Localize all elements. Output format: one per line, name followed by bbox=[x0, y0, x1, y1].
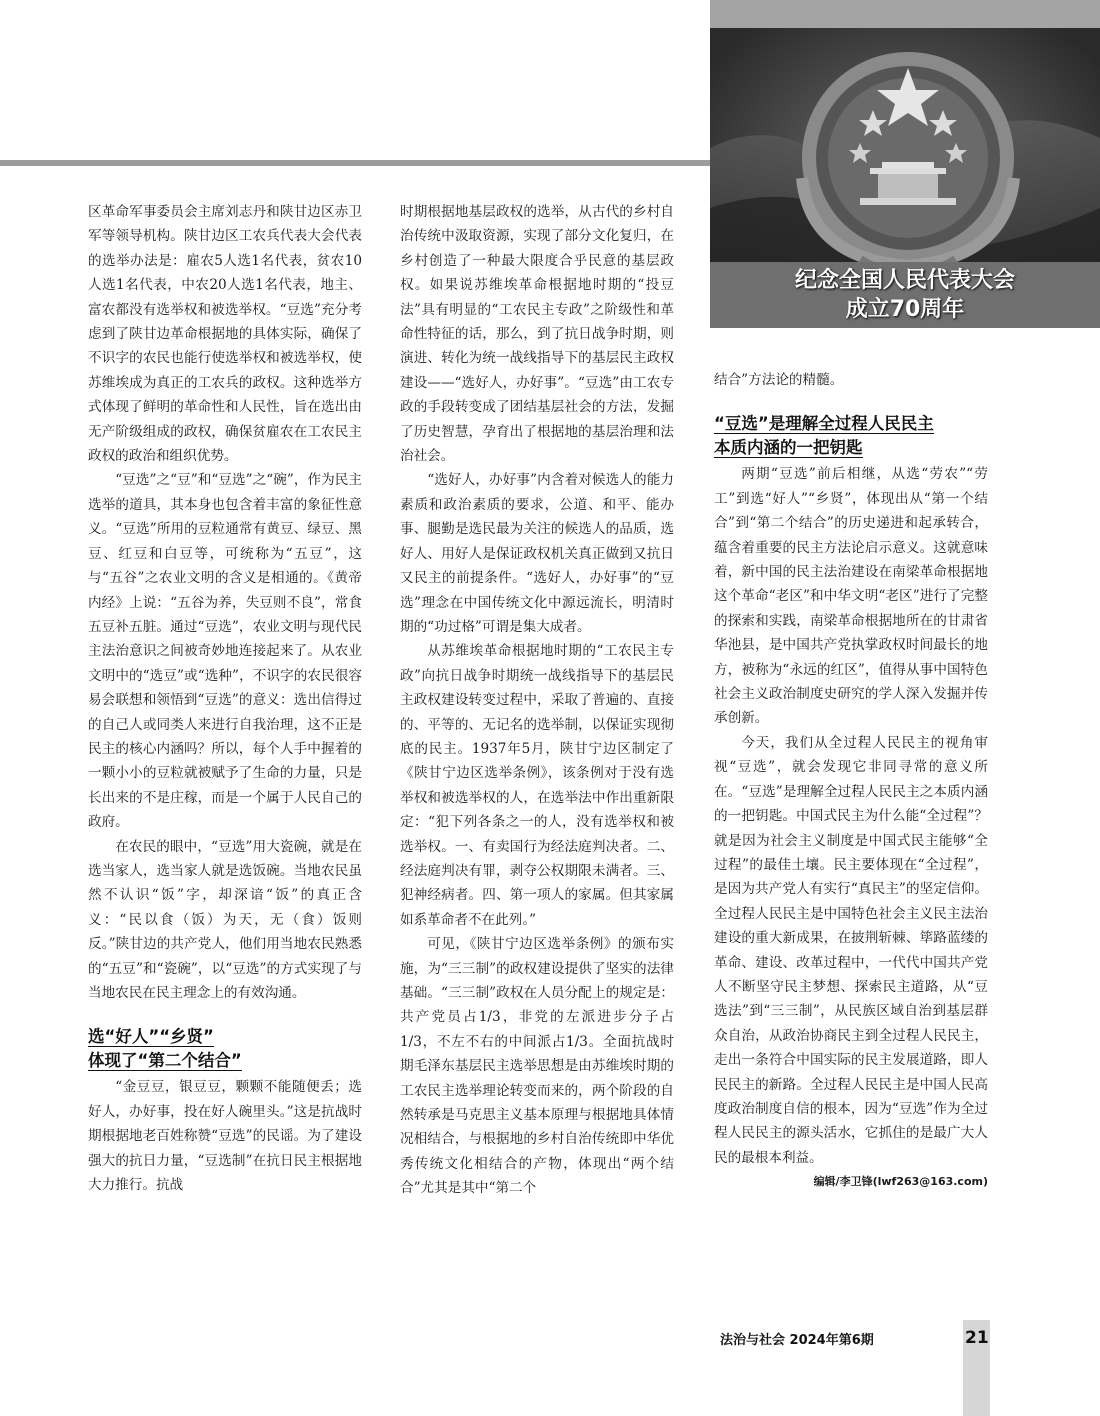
paragraph: 两期“豆选”前后相继，从选“劳农”“劳工”到选“好人”“乡贤”，体现出从“第一个结合”到“第二个结合”的历史递进和起承转合，蕴含着重要的民主方法论启示意义。这就意味着，新中国的民主法治建设在南梁革命根据地这个革命“老区”和中华文明“老区”进行了完整的探索和实践，南梁革命根据地所在的甘肃省华池县，是中国共产党执掌政权时间最长的地方，被称为“永远的红区”，值得从事中国特色社会主义政治制度史研究的学人深入发掘并传承创新。 bbox=[714, 466, 988, 727]
heading-line-2: 体现了“第二个结合” bbox=[88, 1051, 242, 1071]
section-heading bbox=[88, 1025, 362, 1073]
column-3 bbox=[714, 368, 988, 1192]
editor-credit: 编辑/李卫锋(lwf263@163.com) bbox=[813, 1175, 988, 1189]
heading-line-1: “豆选”是理解全过程人民民主 bbox=[714, 414, 934, 434]
paragraph: “金豆豆，银豆豆，颗颗不能随便丢；选好人，办好事，投在好人碗里头。”这是抗战时期根据地老百姓称赞“豆选”的民谣。为了建设强大的抗日力量，“豆选制”在抗日民主根据地大力推行。抗战 bbox=[88, 1079, 362, 1194]
paragraph: 在农民的眼中，“豆选”用大瓷碗，就是在选当家人，选当家人就是选饭碗。当地农民虽然不认识“饭”字，却深谙“饭”的真正含义：“民以食（饭）为天，无（食）饭则反。”陕甘边的共产党人，他们用当地农民熟悉的“五豆”和“瓷碗”，以“豆选”的方式实现了与当地农民在民主理念上的有效沟通。 bbox=[88, 838, 362, 1001]
paragraph: 时期根据地基层政权的选举，从古代的乡村自治传统中汲取资源，实现了部分文化复归，在乡村创造了一种最大限度合乎民意的基层政权。如果说苏维埃革命根据地时期的“投豆法”具有明显的“工农民主专政”之阶级性和革命性特征的话，那么，到了抗日战争时期，则演进、转化为统一战线指导下的基层民主政权建设——“选好人，办好事”。“豆选”由工农专政的手段转变成了团结基层社会的方法，发掘了历史智慧，孕育出了根据地的基层治理和法治社会。 bbox=[400, 204, 674, 465]
section-rule bbox=[0, 160, 710, 166]
paragraph: 区革命军事委员会主席刘志丹和陕甘边区赤卫军等领导机构。陕甘边区工农兵代表大会代表的选举办法是：雇农5人选1名代表，贫农10人选1名代表，中农20人选1名代表，地主、富农都没有选举权和被选举权。“豆选”充分考虑到了陕甘边革命根据地的具体实际，确保了不识字的农民也能行使选举权和被选举权，使苏维埃成为真正的工农兵的政权。这种选举方式体现了鲜明的革命性和人民性，旨在选出由无产阶级组成的政权，确保贫雇农在工农民主政权的政治和组织优势。 bbox=[88, 204, 362, 465]
page-number: 21 bbox=[965, 1328, 989, 1348]
paragraph: “豆选”之“豆”和“豆选”之“碗”，作为民主选举的道具，其本身也包含着丰富的象征性意义。“豆选”所用的豆粒通常有黄豆、绿豆、黑豆、红豆和白豆等，可统称为“五豆”，这与“五谷”之农业文明的含义是相通的。《黄帝内经》上说：“五谷为养，失豆则不良”，常食五豆补五脏。通过“豆选”，农业文明与现代民主法治意识之间被奇妙地连接起来了。从农业文明中的“选豆”或“选种”，不识字的农民很容易会联想和领悟到“豆选”的意义：选出信得过的自己人或同类人来进行自我治理，这不正是民主的核心内涵吗？所以，每个人手中握着的一颗小小的豆粒就被赋予了生命的力量，只是长出来的不是庄稼，而是一个属于人民自己的政府。 bbox=[88, 472, 362, 831]
caption-line-1: 纪念全国人民代表大会 bbox=[794, 268, 1015, 293]
caption-line-2: 成立70周年 bbox=[845, 297, 965, 322]
heading-line-2: 本质内涵的一把钥匙 bbox=[714, 438, 863, 458]
paragraph: 从苏维埃革命根据地时期的“工农民主专政”向抗日战争时期统一战线指导下的基层民主政权建设转变过程中，采取了普遍的、直接的、平等的、无记名的选举制，以保证实现彻底的民主。1937年5月，陕甘宁边区制定了《陕甘宁边区选举条例》，该条例对于没有选举权和被选举权的人，在选举法中作出重新限定：“犯下列各条之一的人，没有选举权和被选举权。一、有卖国行为经法庭判决者。二、经法庭判决有罪，剥夺公权期限未满者。三、犯神经病者。四、第一项人的家属。但其家属如系革命者不在此列。” bbox=[400, 643, 674, 928]
section-heading bbox=[714, 412, 988, 460]
paragraph: 今天，我们从全过程人民民主的视角审视“豆选”，就会发现它非同寻常的意义所在。“豆选”是理解全过程人民民主之本质内涵的一把钥匙。中国式民主为什么能“全过程”？就是因为社会主义制度是中国式民主能够“全过程”的最佳土壤。民主要体现在“全过程”，是因为共产党人有实行“真民主”的坚定信仰。全过程人民民主是中国特色社会主义民主法治建设的重大新成果，在披荆斩棘、筚路蓝缕的革命、建设、改革过程中，一代代中国共产党人不断坚守民主梦想、探索民主道路，从“豆选法”到“三三制”，从民族区域自治到基层群众自治，从政治协商民主到全过程人民民主，走出一条符合中国实际的民主发展道路，即人民民主的新路。全过程人民民主是中国人民高度政治制度自信的根本，因为“豆选”作为全过程人民民主的源头活水，它抓住的是最广大人民的最根本利益。 bbox=[714, 734, 988, 1166]
feature-caption bbox=[710, 262, 1100, 328]
column-2 bbox=[400, 200, 674, 1201]
heading-line-1: 选“好人”“乡贤” bbox=[88, 1027, 214, 1047]
paragraph: 结合”方法论的精髓。 bbox=[714, 372, 844, 388]
column-1 bbox=[88, 200, 362, 1197]
journal-footer: 法治与社会 2024年第6期 bbox=[720, 1333, 874, 1348]
feature-banner bbox=[710, 28, 1100, 328]
paragraph: “选好人，办好事”内含着对候选人的能力素质和政治素质的要求，公道、和平、能办事、腿勤是选民最为关注的候选人的品质，选好人、用好人是保证政权机关真正做到又抗日又民主的前提条件。“选好人，办好事”的“豆选”理念在中国传统文化中源远流长，明清时期的“功过格”可谓是集大成者。 bbox=[400, 472, 674, 635]
top-gray-band bbox=[710, 0, 1100, 28]
paragraph: 可见，《陕甘宁边区选举条例》的颁布实施，为“三三制”的政权建设提供了坚实的法律基础。“三三制”政权在人员分配上的规定是：共产党员占1/3，非党的左派进步分子占1/3，不左不右的中间派占1/3。全面抗战时期毛泽东基层民主选举思想是由苏维埃时期的工农民主选举理论转变而来的，两个阶段的自然转承是马克思主义基本原理与根据地具体情况相结合，与根据地的乡村自治传统即中华优秀传统文化相结合的产物，体现出“两个结合”尤其是其中“第二个 bbox=[400, 936, 674, 1197]
